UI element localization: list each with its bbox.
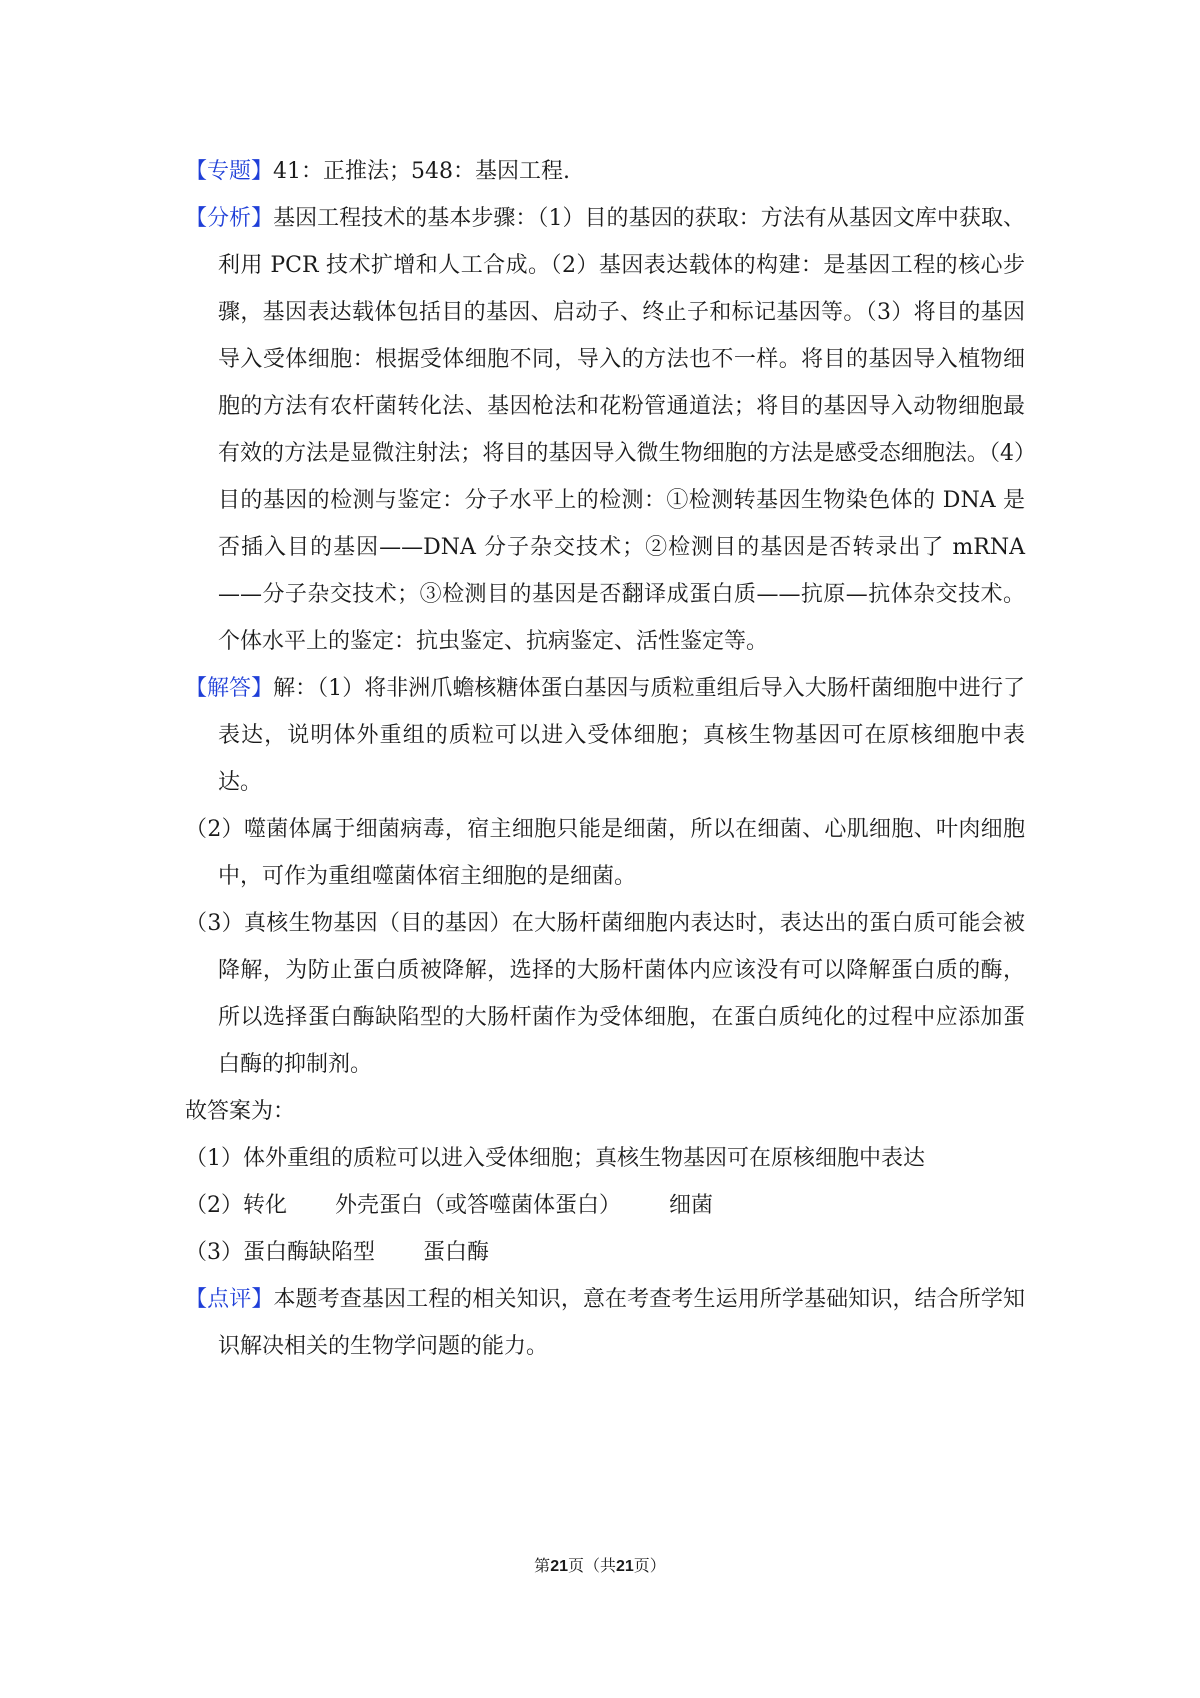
final-answer-line-3 [185, 1229, 1025, 1276]
footer-prefix: 第 [534, 1556, 551, 1575]
analysis-label: 【分析】 [185, 206, 274, 231]
footer-middle: 页（共 [567, 1556, 616, 1575]
final-answer-line-2 [185, 1182, 1025, 1229]
final-answer-2a: （2）转化 [185, 1193, 287, 1218]
final-answer-intro: 故答案为： [185, 1099, 296, 1124]
topic-text: 41：正推法；548：基因工程. [273, 159, 570, 184]
final-answer-line-1: （1）体外重组的质粒可以进入受体细胞；真核生物基因可在原核细胞中表达 [185, 1146, 925, 1171]
topic-label: 【专题】 [185, 159, 274, 184]
answer-paragraph [185, 665, 1025, 806]
analysis-paragraph [185, 195, 1025, 665]
answer-text: 解：（1）将非洲爪蟾核糖体蛋白基因与质粒重组后导入大肠杆菌细胞中进行了表达，说明体外重组的质粒可以进入受体细胞；真核生物基因可在原核细胞中表达。 [218, 676, 1025, 795]
page-footer [0, 1554, 1200, 1579]
analysis-text: 基因工程技术的基本步骤：（1）目的基因的获取：方法有从基因文库中获取、利用 PCR 技术扩增和人工合成。（2）基因表达载体的构建：是基因工程的核心步骤，基因表达载体包括目的基因、启动子、终止子和标记基因等。（3）将目的基因导入受体细胞：根据受体细胞不同，导入的方法也不一样。将目的基因导入植物细胞的方法有农杆菌转化法、基因枪法和花粉管通道法；将目的基因导入动物细胞最有效的方法是显微注射法；将目的基因导入微生物细胞的方法是感受态细胞法。（4）目的基因的检测与鉴定：分子水平上的检测：①检测转基因生物染色体的 DNA 是否插入目的基因——DNA 分子杂交技术；②检测目的基因是否转录出了 mRNA——分子杂交技术；③检测目的基因是否翻译成蛋白质——抗原—抗体杂交技术。个体水平上的鉴定：抗虫鉴定、抗病鉴定、活性鉴定等。 [218, 206, 1025, 654]
comment-text: 本题考查基因工程的相关知识，意在考查考生运用所学基础知识，结合所学知识解决相关的生物学问题的能力。 [218, 1287, 1025, 1359]
answer-part-3: （3）真核生物基因（目的基因）在大肠杆菌细胞内表达时，表达出的蛋白质可能会被降解，为防止蛋白质被降解，选择的大肠杆菌体内应该没有可以降解蛋白质的酶，所以选择蛋白酶缺陷型的大肠杆菌作为受体细胞，在蛋白质纯化的过程中应添加蛋白酶的抑制剂。 [185, 911, 1025, 1077]
final-answer-3b: 蛋白酶 [423, 1240, 490, 1265]
comment-paragraph [185, 1276, 1025, 1370]
final-answer-3a: （3）蛋白酶缺陷型 [185, 1240, 375, 1265]
answer-part-2: （2）噬菌体属于细菌病毒，宿主细胞只能是细菌，所以在细菌、心肌细胞、叶肉细胞中，可作为重组噬菌体宿主细胞的是细菌。 [185, 817, 1025, 889]
footer-page-number: 21 [550, 1558, 568, 1575]
document-body [185, 148, 1025, 1370]
comment-label: 【点评】 [185, 1287, 274, 1312]
answer-label: 【解答】 [185, 676, 274, 701]
topic-paragraph [185, 148, 1025, 195]
final-answer-2b: 外壳蛋白（或答噬菌体蛋白） [335, 1193, 622, 1218]
footer-suffix: 页） [633, 1556, 666, 1575]
final-answer-2c: 细菌 [669, 1193, 714, 1218]
footer-total-pages: 21 [616, 1558, 634, 1575]
